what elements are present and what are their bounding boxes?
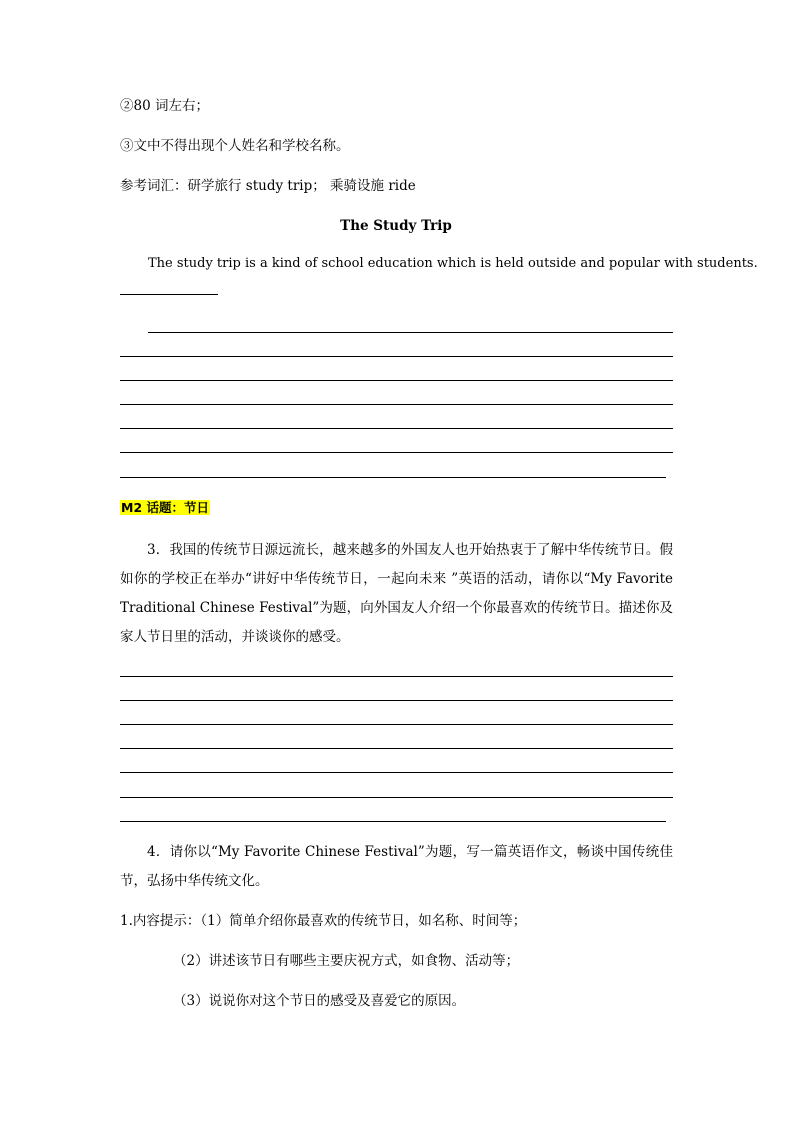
writing-line	[120, 428, 673, 429]
question-3-prompt: 3．我国的传统节日源远流长，越来越多的外国友人也开始热衷于了解中华传统节日。假如你的学校正在举办“讲好中华传统节日，一起向未来 ”英语的活动，请你以“My Favorite Traditional Chinese Festival”为题，向外国友人介绍一个你最喜欢的传统节日。描述你及家人节日里的活动，并谈谈你的感受。	[120, 542, 673, 645]
essay-title: The Study Trip	[340, 218, 452, 234]
writing-line	[120, 356, 673, 357]
writing-line	[120, 294, 218, 295]
writing-line	[120, 477, 666, 478]
writing-line	[120, 452, 673, 453]
writing-line	[120, 797, 673, 798]
writing-line	[120, 676, 673, 677]
writing-line	[148, 332, 673, 333]
highlighted-section-label: M2 话题：节日	[121, 500, 209, 515]
content-hint-3: （3）说说你对这个节日的感受及喜爱它的原因。	[173, 993, 466, 1009]
content-hint-2: （2）讲述该节日有哪些主要庆祝方式，如食物、活动等；	[173, 953, 520, 969]
writing-line	[120, 724, 673, 725]
writing-line	[120, 748, 673, 749]
requirement-item-2: ②80 词左右；	[120, 98, 209, 114]
essay-opening-sentence: The study trip is a kind of school education which is held outside and popular with students.	[148, 256, 758, 271]
reference-vocabulary: 参考词汇：研学旅行 study trip； 乘骑设施 ride	[120, 178, 416, 194]
writing-line	[120, 700, 673, 701]
writing-line	[120, 380, 673, 381]
section-heading-m2	[120, 498, 210, 518]
writing-line	[120, 404, 673, 405]
writing-line	[120, 772, 673, 773]
content-hint-1: 1.内容提示：（1）简单介绍你最喜欢的传统节日，如名称、时间等；	[120, 913, 527, 929]
writing-line	[120, 821, 666, 822]
question-4-prompt: 4．请你以“My Favorite Chinese Festival”为题，写一篇英语作文，畅谈中国传统佳节，弘扬中华传统文化。	[120, 844, 673, 889]
requirement-item-3: ③文中不得出现个人姓名和学校名称。	[120, 138, 350, 154]
